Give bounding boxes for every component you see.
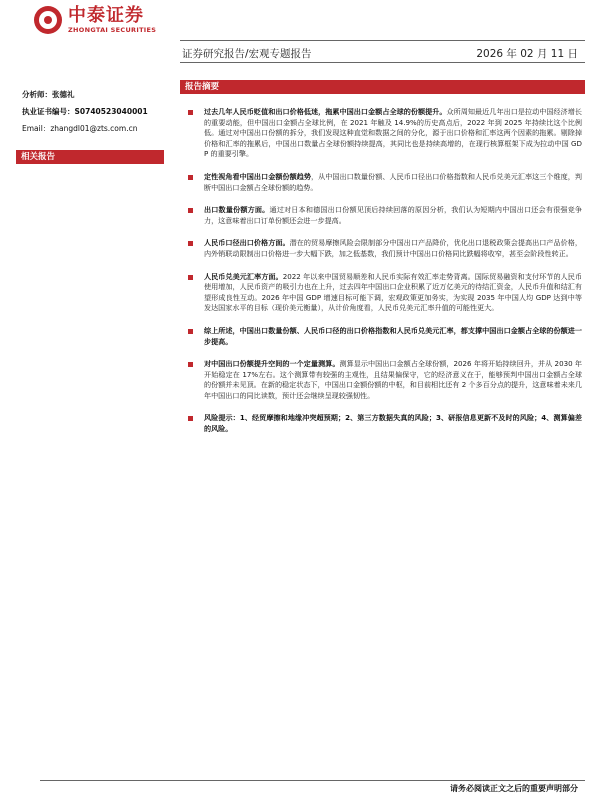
analyst-name-label: 分析师： bbox=[22, 90, 52, 99]
header-divider-bottom bbox=[180, 62, 585, 63]
footer-disclaimer: 请务必阅读正文之后的重要声明部分 bbox=[450, 784, 578, 793]
analyst-email-row bbox=[22, 122, 170, 135]
summary-item-lead: 人民币兑美元汇率方面。 bbox=[204, 271, 283, 281]
summary-item-body: 潜在的贸易摩擦风险会限制部分中国出口产品降价，优化出口退税政策会提高出口产品价格，内外销联动限制出口价格进一步大幅下跌，加之低基数，我们预计中国出口价格同比跌幅将收窄，甚至会阶段性转正。 bbox=[204, 238, 582, 258]
header-divider-top bbox=[180, 40, 585, 41]
risk-warning bbox=[180, 413, 582, 434]
summary-item-lead: 出口数量份额方面。 bbox=[204, 205, 270, 215]
summary-item-lead: 风险提示：1、经贸摩擦和地缘冲突超预期；2、第三方数据失真的风险；3、研报信息更新不及时的风险；4、测算偏差的风险。 bbox=[204, 413, 582, 434]
brand-logo-icon bbox=[34, 6, 62, 34]
summary-content bbox=[180, 107, 582, 447]
summary-item-body: ，从中国出口数量份额、人民币口径出口价格指数和人民币兑美元汇率这三个维度，判断中国出口金额占全球份额的趋势。 bbox=[204, 171, 583, 192]
bullet-square-icon bbox=[188, 416, 193, 421]
summary-item-body: 2022 年以来中国贸易顺差和人民币实际有效汇率走势背离。国际贸易融资和支付环节的人民币使用增加，人民币资产的吸引力也在上升，过去四年中国出口企业积累了近万亿美元的待结汇资金，人民币升值和结汇有望形成良性互动。2026 年中国 GDP 增速目标可能下调，宏观政策更加务实，为实现 2035 年中国人均 GDP 达到中等发达国家水平的目标（现价美元衡量），从计价角度看，人民币兑美元汇率升值的可能性更大。 bbox=[204, 271, 583, 313]
analyst-info bbox=[22, 88, 170, 139]
summary-item bbox=[180, 326, 582, 347]
analyst-license-label: 执业证书编号： bbox=[22, 107, 75, 116]
analyst-license-row bbox=[22, 105, 170, 118]
bullet-square-icon bbox=[188, 362, 193, 367]
bullet-square-icon bbox=[188, 329, 193, 334]
related-reports-header: 相关报告 bbox=[16, 150, 164, 164]
brand-logo-text bbox=[68, 6, 156, 34]
summary-item-body: 测算显示中国出口金额占全球份额，2026 年将开始持续回升，并从 2030 年开始稳定在 17%左右。这个测算带有较强的主观性，且结果偏保守，它的经济意义在于，能够预判中国出口金额占全球的份额并未见顶。在新的稳定状态下，中国出口金额份额的中枢，和目前相比还有 2 个多百分点的提升，这意味着未来几年中国出口的同比读数，预计还会继续呈现较强韧性。 bbox=[204, 359, 582, 400]
summary-item bbox=[180, 359, 582, 401]
document-date: 2026 年 02 月 11 日 bbox=[476, 48, 578, 60]
analyst-email[interactable]: zhangdl01@zts.com.cn bbox=[50, 124, 138, 133]
analyst-license: S0740523040001 bbox=[74, 107, 148, 116]
summary-item bbox=[180, 238, 582, 259]
footer-divider bbox=[40, 780, 585, 781]
summary-item-lead: 人民币口径出口价格方面。 bbox=[204, 238, 290, 248]
summary-item-body: 通过对日本和德国出口份额见顶后持续回落的原因分析，我们认为短期内中国出口还会有很强竞争力，这意味着出口订单份额还会进一步提高。 bbox=[204, 205, 583, 225]
brand-logo bbox=[34, 6, 156, 34]
analyst-name-row bbox=[22, 88, 170, 101]
summary-item-body: 众所周知最近几年出口是拉动中国经济增长的重要动能，但中国出口金额占全球比例，在 2021 年触及 14.9%的历史高点后，2022 年到 2025 年持续比这个比例低。通过对中国出口份额的拆分，我们发现这种直觉和数据之间的分化，源于出口价格和汇率这两个因素的拖累。剔除掉价格和汇率的拖累后，中国出口数量占全球份额持续提高，其同比也是持续高增的，在现行核算框架下成为拉动中国 GDP 的重要引擎。 bbox=[204, 107, 582, 159]
summary-item bbox=[180, 172, 582, 193]
brand-name-en: ZHONGTAI SECURITIES bbox=[68, 26, 157, 34]
bullet-square-icon bbox=[188, 241, 193, 246]
bullet-square-icon bbox=[188, 110, 193, 115]
summary-item bbox=[180, 107, 582, 160]
summary-item-lead: 过去几年人民币贬值和出口价格低迷，拖累中国出口金额占全球的份额提升。 bbox=[204, 107, 447, 116]
summary-item-lead: 对中国出口份额提升空间的一个定量测算。 bbox=[204, 359, 340, 369]
summary-item-lead: 综上所述，中国出口数量份额、人民币口径的出口价格指数和人民币兑美元汇率，都支撑中国出口金额占全球的份额进一步提高。 bbox=[204, 325, 582, 346]
summary-item bbox=[180, 205, 582, 226]
bullet-square-icon bbox=[188, 275, 193, 280]
bullet-square-icon bbox=[188, 208, 193, 213]
bullet-square-icon bbox=[188, 175, 193, 180]
brand-name-cn: 中泰证券 bbox=[68, 5, 144, 26]
analyst-name: 张德礼 bbox=[52, 90, 75, 99]
analyst-email-label: Email： bbox=[22, 124, 51, 133]
summary-item bbox=[180, 272, 582, 314]
summary-header: 报告摘要 bbox=[180, 80, 585, 94]
document-type: 证券研究报告/宏观专题报告 bbox=[182, 48, 312, 60]
summary-item-lead: 定性视角看中国出口金额份额趋势 bbox=[204, 171, 311, 181]
